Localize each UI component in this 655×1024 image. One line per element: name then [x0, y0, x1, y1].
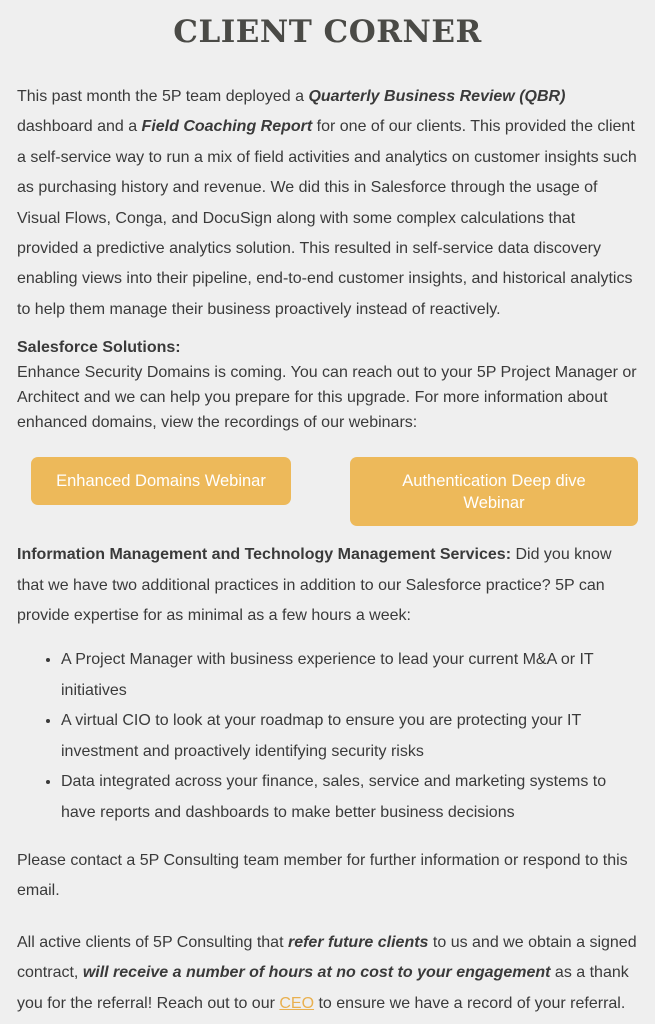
webinar-buttons [17, 435, 638, 540]
referral-text-2: to us and we obtain a signed contract, [17, 933, 637, 982]
solutions-heading: Salesforce Solutions: [17, 339, 181, 357]
refer-emphasis: refer future clients [287, 933, 429, 951]
page-title: CLIENT CORNER [173, 14, 482, 50]
intro-text-2: dashboard and a [17, 118, 142, 136]
qbr-emphasis: Quarterly Business Review (QBR) [308, 88, 566, 105]
field-coaching-emphasis: Field Coaching Report [141, 118, 313, 136]
authentication-deep-dive-webinar-button[interactable]: Authentication Deep dive Webinar [350, 457, 638, 526]
referral-paragraph [17, 928, 638, 1019]
referral-text-3: as a thank you for the referral! Reach out to our [17, 964, 629, 1012]
intro-paragraph [17, 82, 638, 325]
receive-hours-emphasis: will receive a number of hours at no cost to your engagement [82, 964, 551, 982]
info-management-paragraph [17, 540, 638, 631]
intro-text-3: for one of our clients. This provided the client a self-service way to run a mix of field activities and analytics on customer insights such as purchasing history and revenue. We did this in Salesforce through the usage of Visual Flows, Conga, and DocuSign along with some complex calculations that provided a predictive analytics solution. This resulted in self-service data discovery enabling views into their pipeline, end-to-end customer insights, and historical analytics to help them manage their business proactively instead of reactively. [17, 118, 637, 318]
referral-text-1: All active clients of 5P Consulting that [17, 933, 288, 951]
list-item: • A Project Manager with business experience to lead your current M&A or IT initiatives [61, 645, 638, 706]
services-list [17, 645, 638, 827]
solutions-text: Enhance Security Domains is coming. You can reach out to your 5P Project Manager or Architect and we can help you prepare for this upgrade. For more information about enhanced domains, view the recordings of our webinars: [17, 364, 637, 432]
intro-text-1: This past month the 5P team deployed a [17, 88, 309, 105]
list-item: • Data integrated across your finance, sales, service and marketing systems to have reports and dashboards to make better business decisions [61, 767, 638, 828]
info-management-text: Did you know that we have two additional practices in addition to our Salesforce practice? 5P can provide expertise for as minimal as a few hours a week: [17, 546, 612, 625]
enhanced-domains-webinar-button[interactable]: Enhanced Domains Webinar [31, 457, 291, 505]
referral-text-4: to ensure we have a record of your referral. [314, 994, 626, 1012]
ceo-link[interactable]: CEO [279, 994, 315, 1012]
salesforce-solutions-section [17, 335, 638, 435]
contact-paragraph: Please contact a 5P Consulting team member for further information or respond to this email. [17, 851, 628, 900]
list-item: • A virtual CIO to look at your roadmap to ensure you are protecting your IT investment and proactively identifying security risks [61, 706, 638, 767]
info-management-heading: Information Management and Technology Management Services: [17, 546, 512, 564]
